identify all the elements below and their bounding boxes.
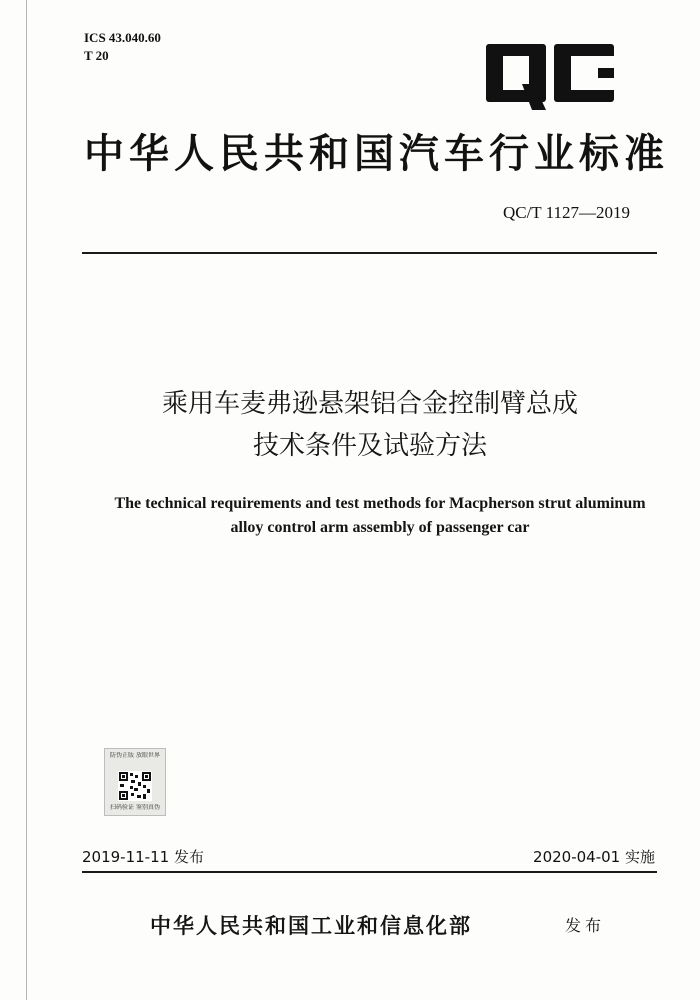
stamp-header-text: 防伪正版 放眼世界 xyxy=(110,752,160,759)
bottom-divider xyxy=(82,871,657,873)
standard-category-title: 中华人民共和国汽车行业标准 xyxy=(84,130,669,177)
qc-logo-graphic xyxy=(486,44,616,110)
page-scan-edge xyxy=(26,0,27,1000)
publish-label: 发布 xyxy=(565,916,606,935)
category-code: T 20 xyxy=(84,48,109,63)
anti-counterfeit-stamp xyxy=(104,748,166,816)
qr-code-icon xyxy=(118,771,152,806)
ics-code: ICS 43.040.60 xyxy=(84,30,161,45)
classification-block xyxy=(84,29,161,65)
date-row xyxy=(82,846,657,868)
chinese-title xyxy=(60,383,680,467)
english-title xyxy=(60,492,700,540)
qc-logo xyxy=(486,44,616,110)
issue-date: 2019-11-11 发布 xyxy=(82,848,204,866)
stamp-footer-text: 扫码验证 鉴别真伪 xyxy=(110,804,160,811)
top-divider xyxy=(82,252,657,254)
chinese-title-line-2: 技术条件及试验方法 xyxy=(252,431,487,461)
implementation-date: 2020-04-01 实施 xyxy=(533,848,655,866)
issuing-authority: 中华人民共和国工业和信息化部 xyxy=(150,913,472,938)
standard-number: QC/T 1127—2019 xyxy=(502,203,630,222)
english-title-line-1: The technical requirements and test methods for Macpherson strut aluminum xyxy=(114,495,646,512)
chinese-title-line-1: 乘用车麦弗逊悬架铝合金控制臂总成 xyxy=(161,389,578,419)
english-title-line-2: alloy control arm assembly of passenger car xyxy=(230,519,530,536)
